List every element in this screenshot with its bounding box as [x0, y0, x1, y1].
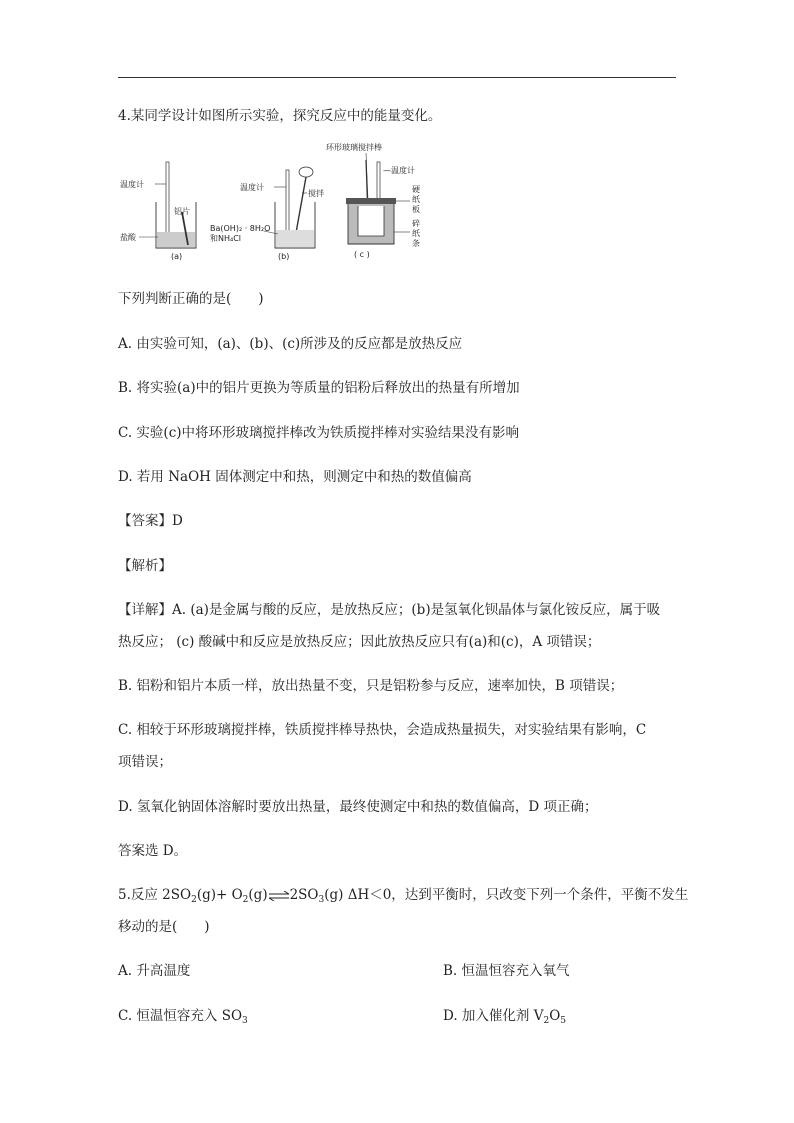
q5-option-c-text: C. 恒温恒容充入 SO [118, 1008, 243, 1024]
fig-c-paper3: 条 [412, 239, 420, 248]
fig-c-board1: 硬 [412, 185, 420, 194]
q5-option-d-sub1: 2 [543, 1016, 550, 1026]
q5-text-3: (g) [248, 887, 268, 903]
fig-c-paper2: 纸 [412, 229, 420, 238]
fig-b-caption: (b) [278, 252, 290, 261]
q5-text-5: (g) ΔH＜0，达到平衡时，只改变下列一个条件，平衡不发生 [324, 887, 689, 903]
fig-c-thermometer-label: —温度计 [383, 166, 415, 175]
q4-question: 下列判断正确的是( ) [118, 291, 264, 307]
fig-a-metal-label: 铝片 [174, 207, 190, 216]
q5-text-1: 5.反应 2SO [118, 887, 192, 903]
q5-text-4: 2SO [289, 887, 319, 903]
q4-detail-c-line1: C. 相较于环形玻璃搅拌棒，铁质搅拌棒导热快，会造成热量损失，对实验结果有影响，C [118, 722, 647, 738]
q5-option-b: B. 恒温恒容充入氧气 [443, 963, 570, 979]
q5-sub-1: 2 [191, 895, 197, 905]
q4-option-c: C. 实验(c)中将环形玻璃搅拌棒改为铁质搅拌棒对实验结果没有影响 [118, 425, 520, 441]
q4-detail-d: D. 氢氧化钠固体溶解时要放出热量，最终使测定中和热的数值偏高，D 项正确； [118, 799, 598, 815]
q4-detail-line1: 【详解】A. (a)是金属与酸的反应，是放热反应；(b)是氢氧化钡晶体与氯化铵反应，属于吸 [118, 602, 661, 618]
q4-option-d: D. 若用 NaOH 固体测定中和热，则测定中和热的数值偏高 [118, 469, 472, 485]
fig-b-stir-label: 搅拌 [308, 189, 324, 198]
q5-option-c-sub: 3 [242, 1016, 248, 1026]
fig-c-board3: 板 [412, 205, 420, 214]
q4-conclusion: 答案选 D。 [118, 843, 188, 859]
q5-option-d-text: D. 加入催化剂 V [443, 1008, 544, 1024]
fig-b-thermometer-label: 温度计 [240, 183, 264, 192]
q4-detail-c-line2: 项错误； [118, 754, 172, 770]
q4-detail-b: B. 铝粉和铝片本质一样，放出热量不变，只是铝粉参与反应，速率加快，B 项错误； [118, 678, 624, 694]
q5-sub-2: 2 [242, 895, 249, 905]
fig-a-acid-label: 盐酸 [120, 233, 136, 242]
q5-option-d [443, 1004, 566, 1026]
q5-option-c [118, 1004, 248, 1026]
q4-option-a: A. 由实验可知，(a)、(b)、(c)所涉及的反应都是放热反应 [118, 336, 463, 352]
q5-stem-line2: 移动的是( ) [118, 919, 210, 935]
header-rule [118, 77, 676, 78]
fig-c-paper1: 碎 [412, 219, 420, 228]
fig-b-reagent-line1: Ba(OH)₂ · 8H₂O [210, 224, 271, 233]
figure-b [210, 167, 324, 261]
fig-c-caption: ( c ) [354, 250, 370, 259]
fig-c-board2: 纸 [412, 195, 420, 204]
fig-c-stirrer-label: 环形玻璃搅拌棒 [326, 143, 382, 152]
q4-analysis-title: 【解析】 [118, 558, 172, 574]
q5-option-d-mid: O [549, 1008, 561, 1024]
experiment-figure [118, 140, 448, 265]
fig-b-reagent-line2: 和NH₄Cl [210, 234, 242, 243]
q5-stem-line1 [118, 883, 688, 905]
q5-text-2: (g)+ O [196, 887, 243, 903]
q4-stem: 4.某同学设计如图所示实验，探究反应中的能量变化。 [118, 108, 442, 124]
q5-option-a: A. 升高温度 [118, 963, 191, 979]
figure-c [326, 142, 420, 259]
figure-a [120, 162, 196, 261]
fig-a-caption: (a) [171, 252, 183, 261]
q4-option-b: B. 将实验(a)中的铝片更换为等质量的铝粉后释放出的热量有所增加 [118, 380, 520, 396]
q5-sub-3: 3 [318, 895, 325, 905]
q4-answer: 【答案】D [118, 513, 183, 529]
q5-option-d-sub2: 5 [560, 1016, 567, 1026]
fig-a-thermometer-label: 温度计 [120, 180, 144, 189]
equilibrium-arrow-icon [268, 891, 290, 901]
q4-detail-line2: 热反应； (c) 酸碱中和反应是放热反应；因此放热反应只有(a)和(c)，A 项错误； [118, 634, 601, 650]
